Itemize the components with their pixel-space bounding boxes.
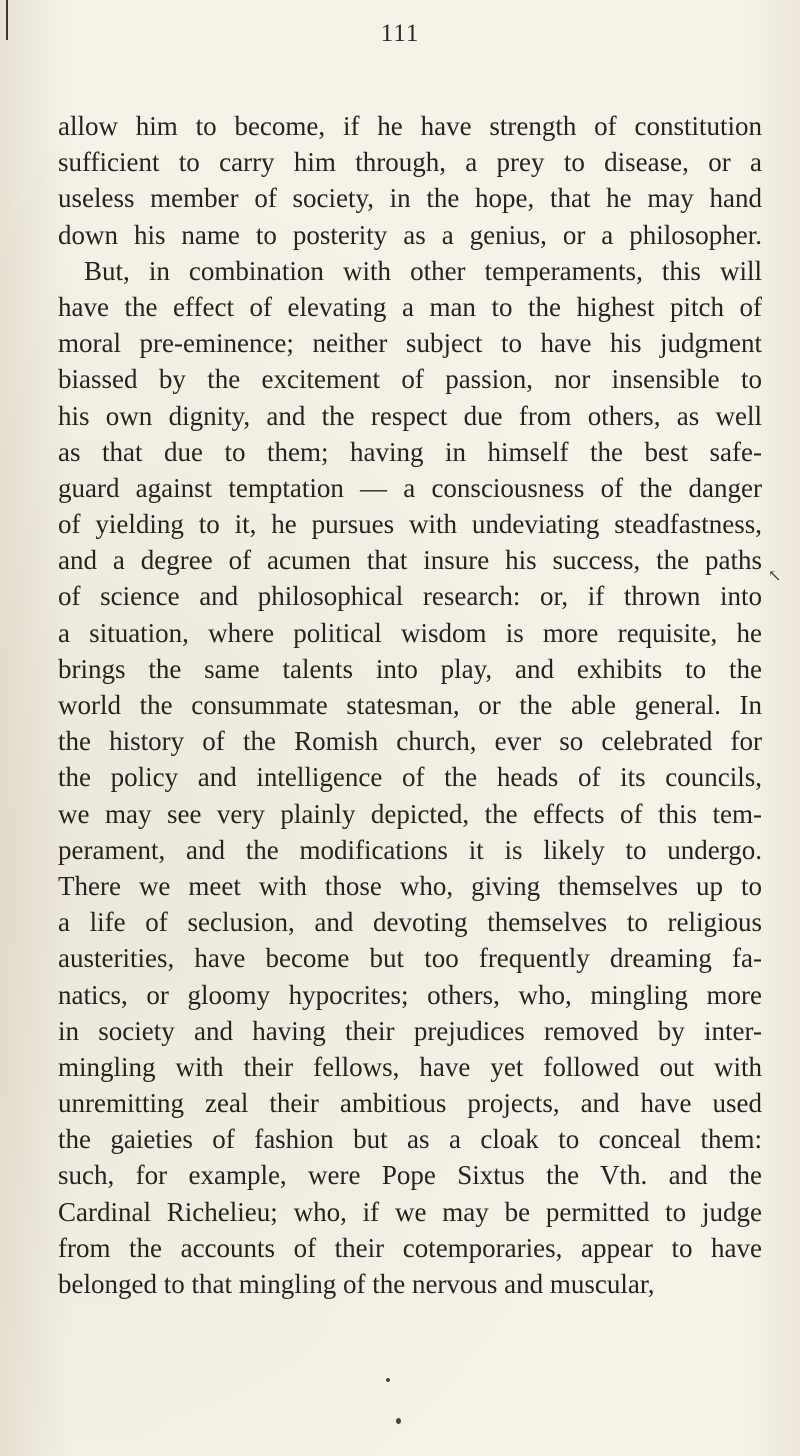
text-line: his own dignity, and the respect due from others, as well — [58, 400, 762, 431]
ink-speck — [386, 1378, 390, 1382]
text-line: Cardinal Richelieu; who, if we may be permitted to judge — [58, 1196, 762, 1227]
text-line: perament, and the modifications it is likely to undergo. — [58, 834, 762, 865]
text-line: natics, or gloomy hypocrites; others, who, mingling more — [58, 979, 762, 1010]
text-line: such, for example, were Pope Sixtus the Vth. and the — [58, 1160, 762, 1191]
text-line: austerities, have become but too frequently dreaming fa- — [58, 943, 762, 974]
text-line: have the effect of elevating a man to the highest pitch of — [58, 291, 762, 322]
text-line: of science and philosophical research: or, if thrown into — [58, 581, 762, 612]
text-line: But, in combination with other temperaments, this will — [84, 255, 762, 286]
text-line: a life of seclusion, and devoting themselves to religious — [58, 907, 762, 938]
text-line: allow him to become, if he have strength of constitution — [58, 111, 762, 141]
text-line: mingling with their fellows, have yet followed out with — [58, 1051, 762, 1082]
text-line: useless member of society, in the hope, that he may hand — [58, 183, 762, 214]
text-line: brings the same talents into play, and exhibits to the — [58, 653, 762, 684]
text-line: sufficient to carry him through, a prey to disease, or a — [58, 147, 762, 178]
text-line: and a degree of acumen that insure his success, the paths — [58, 545, 762, 576]
text-line: world the consummate statesman, or the able general. In — [58, 690, 762, 720]
page-number: 111 — [380, 20, 420, 47]
text-line: the gaieties of fashion but as a cloak to conceal them: — [58, 1124, 762, 1155]
text-line: a situation, where political wisdom is more requisite, he — [58, 617, 762, 648]
text-line: moral pre-eminence; neither subject to have his judgment — [58, 328, 762, 359]
body-text — [58, 108, 762, 1302]
text-line: unremitting zeal their ambitious projects, and have used — [58, 1088, 762, 1119]
text-line: from the accounts of their cotemporaries, appear to have — [58, 1232, 762, 1263]
text-line: biassed by the excitement of passion, nor insensible to — [58, 364, 762, 395]
text-line: in society and having their prejudices removed by inter- — [58, 1015, 762, 1046]
text-line: There we meet with those who, giving themselves up to — [58, 870, 762, 901]
ink-speck — [396, 1418, 401, 1424]
text-line: the history of the Romish church, ever so celebrated for — [58, 726, 762, 757]
text-line: as that due to them; having in himself the best safe- — [58, 436, 762, 467]
text-line: the policy and intelligence of the heads of its councils, — [58, 762, 762, 793]
text-line: guard against temptation — a consciousness of the danger — [58, 472, 762, 503]
text-line: down his name to posterity as a genius, or a philosopher. — [58, 219, 762, 250]
text-line: of yielding to it, he pursues with undeviating steadfastness, — [58, 509, 762, 540]
margin-ink-mark-icon: ↖ — [768, 568, 782, 585]
text-line: we may see very plainly depicted, the effects of this tem- — [58, 798, 762, 829]
text-line: belonged to that mingling of the nervous and muscular, — [58, 1269, 655, 1299]
